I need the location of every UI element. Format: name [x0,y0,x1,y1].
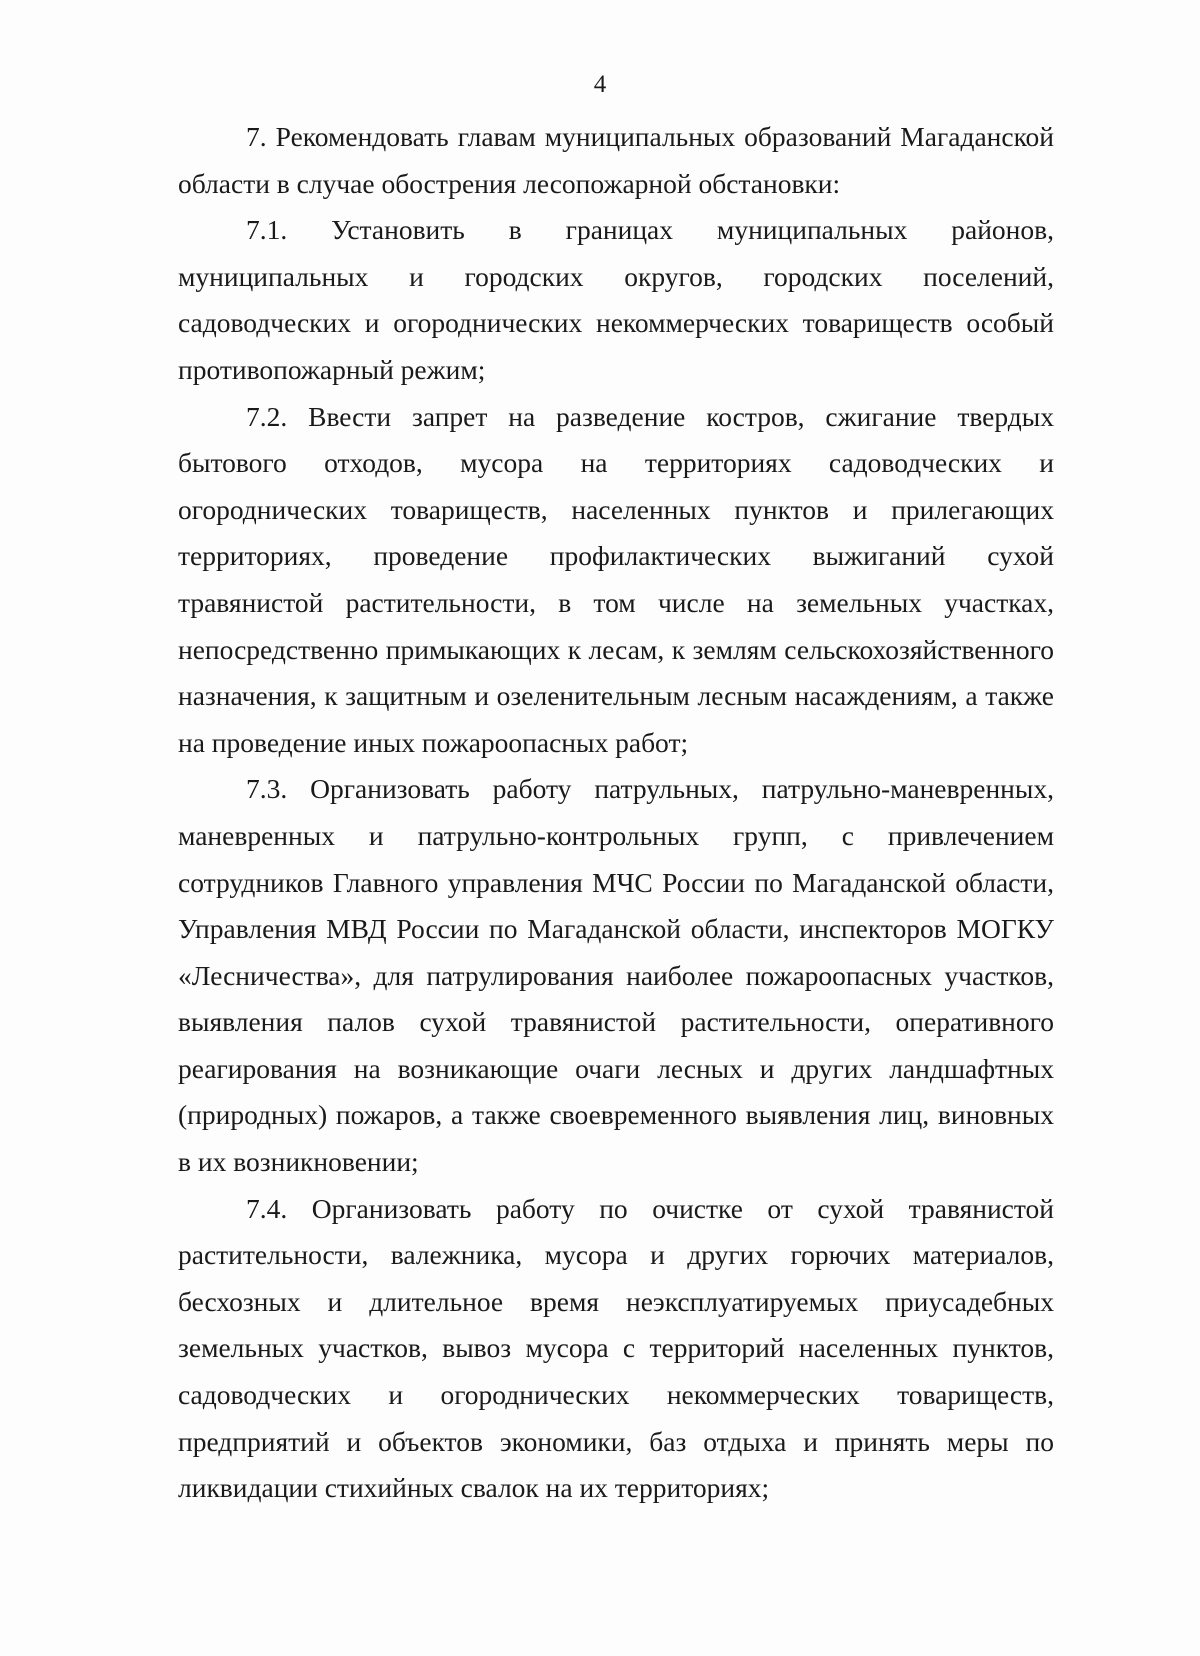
paragraph-7-3: 7.3. Организовать работу патрульных, патрульно-маневренных, маневренных и патрульно-контрольных групп, с привлечением сотрудников Главного управления МЧС России по Магаданской области, Управления МВД России по Магаданской области, инспекторов МОГКУ «Лесничества», для патрулирования наиболее пожароопасных участков, выявления палов сухой травянистой растительности, оперативного реагирования на возникающие очаги лесных и других ландшафтных (природных) пожаров, а также своевременного выявления лиц, виновных в их возникновении; [178,773,1054,1178]
paragraph-7-2: 7.2. Ввести запрет на разведение костров, сжигание твердых бытового отходов, мусора на территориях садоводческих и огороднических товариществ, населенных пунктов и прилегающих территориях, проведение профилактических выжиганий сухой травянистой растительности, в том числе на земельных участках, непосредственно примыкающих к лесам, к землям сельскохозяйственного назначения, к защитным и озеленительным лесным насаждениям, а также на проведение иных пожароопасных работ; [178,400,1054,758]
page-number: 4 [593,71,607,98]
paragraph-7-1: 7.1. Установить в границах муниципальных районов, муниципальных и городских округов, городских поселений, садоводческих и огороднических некоммерческих товариществ особый противопожарный режим; [178,214,1054,385]
paragraph-7-4: 7.4. Организовать работу по очистке от сухой травянистой растительности, валежника, мусора и других горючих материалов, бесхозных и длительное время неэксплуатируемых приусадебных земельных участков, вывоз мусора с территорий населенных пунктов, садоводческих и огороднических некоммерческих товариществ, предприятий и объектов экономики, баз отдыха и принять меры по ликвидации стихийных свалок на их территориях; [178,1192,1054,1504]
document-body [178,114,1054,1512]
paragraph-7: 7. Рекомендовать главам муниципальных образований Магаданской области в случае обострения лесопожарной обстановки: [178,121,1054,199]
